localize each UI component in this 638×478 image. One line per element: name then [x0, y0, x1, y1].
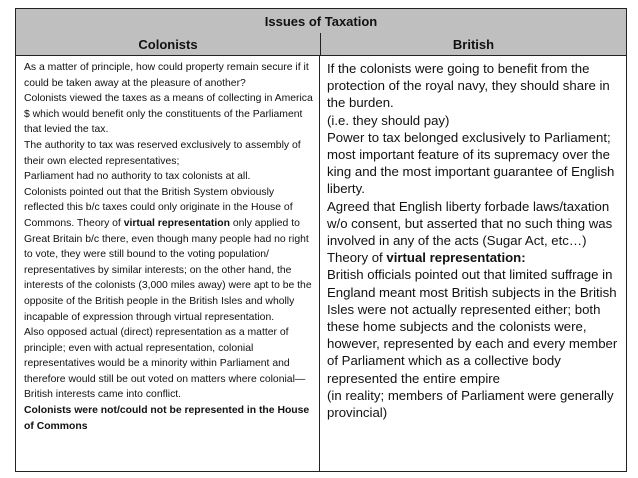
- colonists-point-3: The authority to tax was reserved exclusively to assembly of their own elected representatives;: [24, 139, 301, 167]
- colonists-point-1: As a matter of principle, how could property remain secure if it could be taken away at the pleasure of another?: [24, 62, 309, 89]
- colonists-column: [16, 56, 320, 471]
- british-point-3: Power to tax belonged exclusively to Parliament; most important feature of its supremacy over the king and the most important guarantee of English liberty.: [327, 129, 615, 197]
- colonists-point-5: [24, 185, 313, 325]
- british-point-2: (i.e. they should pay): [327, 112, 450, 128]
- colonists-conclusion-text: Colonists were not/could not be represented in the House of Commons: [24, 405, 310, 432]
- table-header-row: [16, 33, 626, 56]
- colonists-point-5-text-a: Colonists pointed out that the British System obviously reflected this b/c taxes could only originate in the House of Commons. Theory of: [24, 186, 293, 229]
- colonists-point-6: Also opposed actual (direct) representation as a matter of principle; even with actual representation, colonial representatives would be a minority within Parliament and therefore would still be out voted on matters where colonial—British interests came into conflict.: [24, 327, 306, 401]
- colonists-virtual-representation-term: virtual representation: [123, 217, 230, 229]
- british-point-6: British officials pointed out that limited suffrage in England meant most British subjects in the British Isles were not actually represented either; both these home subjects and the colonists were, however, represented by each and every member of Parliament which as a collective body represented the entire empire: [327, 267, 618, 386]
- british-column: [320, 56, 626, 471]
- british-virtual-representation-term: virtual representation:: [386, 250, 526, 266]
- colonists-point-2: Colonists viewed the taxes as a means of collecting in America $ which would benefit only the constituents of the Parliament that levied the tax.: [24, 93, 313, 136]
- colonists-point-4: Parliament had no authority to tax colonists at all.: [24, 171, 251, 183]
- british-point-4: Agreed that English liberty forbade laws/taxation w/o consent, but asserted that no such thing was involved in any of the acts (Sugar Act, etc…): [327, 198, 613, 249]
- taxation-table: [15, 8, 627, 472]
- header-british: British: [452, 36, 495, 52]
- colonists-conclusion: [24, 403, 313, 434]
- british-point-1: If the colonists were going to benefit from the protection of the royal navy, they should share in the burden.: [327, 61, 610, 111]
- british-point-7: (in reality; members of Parliament were generally provincial): [327, 387, 614, 421]
- colonists-point-5-text-c: only applied to Great Britain b/c there, even though many people had no right to vote, they were still bound to the voting population/ representatives by similar interests; on the other hand, the interests of the colonists (3,000 miles away) were apt to be the opposite of the British people in the British Isles and wholly incapable of expression through virtual representation.: [24, 217, 312, 323]
- header-colonists: Colonists: [16, 33, 321, 55]
- table-body-row: [16, 56, 626, 471]
- british-point-5: [327, 249, 620, 266]
- british-point-5-text-a: Theory of: [327, 250, 387, 266]
- table-title-row: [16, 9, 626, 34]
- table-title: Issues of Taxation: [264, 13, 378, 29]
